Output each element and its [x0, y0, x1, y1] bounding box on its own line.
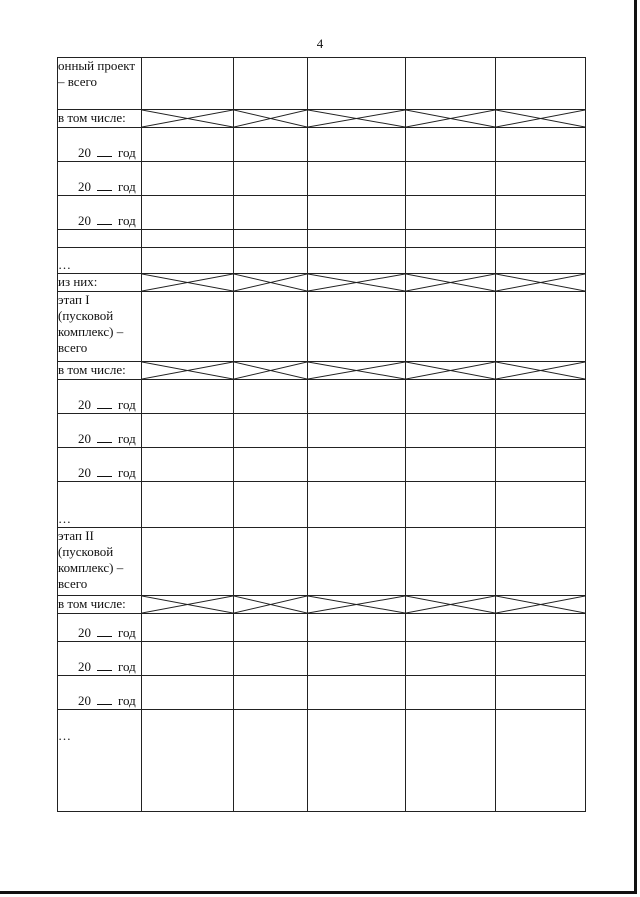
- table-row: [58, 380, 586, 414]
- table-row: [58, 128, 586, 162]
- row-label: [58, 274, 142, 292]
- data-cell: [496, 642, 586, 676]
- row-label-text: …: [58, 728, 71, 743]
- table-row: [58, 676, 586, 710]
- row-label: [58, 642, 142, 676]
- data-cell: [496, 528, 586, 596]
- data-cell: [496, 482, 586, 528]
- data-cell: [142, 196, 234, 230]
- row-label-text: …: [58, 511, 71, 526]
- data-cell: [234, 196, 308, 230]
- crossed-cell: [308, 274, 406, 292]
- data-cell: [142, 614, 234, 642]
- year-blank-line: [97, 179, 112, 191]
- data-cell: [406, 292, 496, 362]
- data-cell: [406, 482, 496, 528]
- year-blank-line: [97, 213, 112, 225]
- year-suffix: год: [118, 625, 136, 640]
- crossed-cell: [496, 110, 586, 128]
- year-prefix: 20: [78, 179, 91, 194]
- year-prefix: 20: [78, 693, 91, 708]
- row-label: [58, 58, 142, 110]
- data-cell: [406, 448, 496, 482]
- data-cell: [406, 128, 496, 162]
- data-cell: [308, 162, 406, 196]
- year-blank-line: [97, 431, 112, 443]
- row-label: [58, 362, 142, 380]
- year-blank-line: [97, 659, 112, 671]
- row-label-text: в том числе:: [58, 596, 126, 611]
- data-cell: [308, 292, 406, 362]
- row-label: [58, 448, 142, 482]
- data-cell: [142, 676, 234, 710]
- year-prefix: 20: [78, 659, 91, 674]
- data-cell: [142, 230, 234, 248]
- table-row: [58, 162, 586, 196]
- crossed-cell: [234, 274, 308, 292]
- data-cell: [496, 448, 586, 482]
- data-cell: [142, 380, 234, 414]
- year-suffix: год: [118, 213, 136, 228]
- table-row: [58, 362, 586, 380]
- row-label: [58, 710, 142, 812]
- cross-mark: [142, 362, 233, 379]
- data-cell: [308, 528, 406, 596]
- data-cell: [406, 414, 496, 448]
- crossed-cell: [496, 274, 586, 292]
- cross-mark: [496, 274, 585, 291]
- row-label: [58, 414, 142, 448]
- data-cell: [234, 128, 308, 162]
- cross-mark: [142, 596, 233, 613]
- form-table: [57, 57, 586, 812]
- crossed-cell: [406, 110, 496, 128]
- year-suffix: год: [118, 659, 136, 674]
- table-row: [58, 528, 586, 596]
- data-cell: [308, 380, 406, 414]
- data-cell: [406, 162, 496, 196]
- row-label: [58, 128, 142, 162]
- data-cell: [496, 230, 586, 248]
- table-row: [58, 614, 586, 642]
- row-label: [58, 528, 142, 596]
- row-label-text: онный проект – всего: [58, 58, 136, 89]
- data-cell: [406, 196, 496, 230]
- row-label-text: в том числе:: [58, 110, 126, 125]
- table-row: [58, 110, 586, 128]
- cross-mark: [234, 274, 307, 291]
- data-cell: [234, 248, 308, 274]
- data-cell: [308, 248, 406, 274]
- cross-mark: [142, 274, 233, 291]
- table-row: [58, 248, 586, 274]
- data-cell: [234, 614, 308, 642]
- row-label-text: …: [58, 257, 71, 272]
- data-cell: [142, 448, 234, 482]
- year-prefix: 20: [78, 397, 91, 412]
- data-cell: [234, 642, 308, 676]
- data-cell: [496, 162, 586, 196]
- data-cell: [406, 642, 496, 676]
- crossed-cell: [234, 110, 308, 128]
- row-label-text: в том числе:: [58, 362, 126, 377]
- data-cell: [142, 642, 234, 676]
- table-row: [58, 196, 586, 230]
- data-cell: [406, 230, 496, 248]
- data-cell: [496, 248, 586, 274]
- data-cell: [308, 710, 406, 812]
- cross-mark: [308, 274, 405, 291]
- row-label-text: этап I (пусковой комплекс) – всего: [58, 292, 124, 355]
- year-suffix: год: [118, 397, 136, 412]
- year-prefix: 20: [78, 465, 91, 480]
- data-cell: [496, 710, 586, 812]
- year-suffix: год: [118, 179, 136, 194]
- year-suffix: год: [118, 145, 136, 160]
- cross-mark: [496, 362, 585, 379]
- cross-mark: [308, 362, 405, 379]
- data-cell: [308, 128, 406, 162]
- data-cell: [406, 710, 496, 812]
- data-cell: [496, 414, 586, 448]
- crossed-cell: [308, 362, 406, 380]
- table-row: [58, 482, 586, 528]
- data-cell: [142, 414, 234, 448]
- crossed-cell: [234, 596, 308, 614]
- cross-mark: [406, 596, 495, 613]
- year-blank-line: [97, 693, 112, 705]
- row-label: [58, 248, 142, 274]
- data-cell: [234, 230, 308, 248]
- data-cell: [234, 414, 308, 448]
- data-cell: [496, 380, 586, 414]
- data-cell: [142, 248, 234, 274]
- row-label: [58, 110, 142, 128]
- crossed-cell: [142, 596, 234, 614]
- table-row: [58, 230, 586, 248]
- data-cell: [496, 614, 586, 642]
- year-suffix: год: [118, 431, 136, 446]
- data-cell: [406, 614, 496, 642]
- year-suffix: год: [118, 465, 136, 480]
- data-cell: [234, 482, 308, 528]
- year-prefix: 20: [78, 213, 91, 228]
- data-cell: [496, 58, 586, 110]
- data-cell: [496, 196, 586, 230]
- page-number: 4: [316, 36, 324, 51]
- data-cell: [234, 448, 308, 482]
- crossed-cell: [496, 362, 586, 380]
- row-label: [58, 292, 142, 362]
- cross-mark: [234, 110, 307, 127]
- data-cell: [142, 162, 234, 196]
- data-cell: [406, 380, 496, 414]
- row-label: [58, 596, 142, 614]
- data-cell: [234, 710, 308, 812]
- data-cell: [406, 248, 496, 274]
- table-row: [58, 414, 586, 448]
- row-label-text: из них:: [58, 274, 98, 289]
- row-label: [58, 162, 142, 196]
- crossed-cell: [308, 596, 406, 614]
- data-cell: [142, 58, 234, 110]
- data-cell: [234, 58, 308, 110]
- data-cell: [496, 676, 586, 710]
- cross-mark: [496, 110, 585, 127]
- table-row: [58, 58, 586, 110]
- data-cell: [142, 482, 234, 528]
- cross-mark: [406, 362, 495, 379]
- year-prefix: 20: [78, 625, 91, 640]
- crossed-cell: [142, 110, 234, 128]
- cross-mark: [406, 110, 495, 127]
- row-label: [58, 230, 142, 248]
- crossed-cell: [308, 110, 406, 128]
- data-cell: [496, 128, 586, 162]
- year-suffix: год: [118, 693, 136, 708]
- data-cell: [234, 380, 308, 414]
- year-blank-line: [97, 625, 112, 637]
- row-label: [58, 380, 142, 414]
- data-cell: [234, 162, 308, 196]
- year-blank-line: [97, 145, 112, 157]
- data-cell: [308, 448, 406, 482]
- cross-mark: [406, 274, 495, 291]
- crossed-cell: [406, 274, 496, 292]
- table-body: [58, 58, 586, 812]
- cross-mark: [308, 596, 405, 613]
- data-cell: [308, 196, 406, 230]
- data-cell: [406, 58, 496, 110]
- year-blank-line: [97, 465, 112, 477]
- data-cell: [308, 614, 406, 642]
- crossed-cell: [142, 274, 234, 292]
- data-cell: [142, 292, 234, 362]
- table-row: [58, 596, 586, 614]
- crossed-cell: [406, 362, 496, 380]
- data-cell: [142, 528, 234, 596]
- cross-mark: [142, 110, 233, 127]
- table-row: [58, 274, 586, 292]
- data-cell: [308, 642, 406, 676]
- row-label: [58, 196, 142, 230]
- data-cell: [308, 482, 406, 528]
- data-cell: [234, 528, 308, 596]
- year-blank-line: [97, 397, 112, 409]
- row-label-text: этап II (пусковой комплекс) – всего: [58, 528, 124, 591]
- data-cell: [234, 676, 308, 710]
- crossed-cell: [142, 362, 234, 380]
- row-label: [58, 676, 142, 710]
- table-row: [58, 642, 586, 676]
- crossed-cell: [234, 362, 308, 380]
- data-cell: [308, 676, 406, 710]
- year-prefix: 20: [78, 145, 91, 160]
- crossed-cell: [406, 596, 496, 614]
- table-row: [58, 292, 586, 362]
- data-cell: [234, 292, 308, 362]
- data-cell: [496, 292, 586, 362]
- data-cell: [308, 414, 406, 448]
- row-label: [58, 614, 142, 642]
- cross-mark: [234, 596, 307, 613]
- cross-mark: [496, 596, 585, 613]
- row-label: [58, 482, 142, 528]
- cross-mark: [234, 362, 307, 379]
- data-cell: [406, 676, 496, 710]
- crossed-cell: [496, 596, 586, 614]
- year-prefix: 20: [78, 431, 91, 446]
- table-row: [58, 448, 586, 482]
- cross-mark: [308, 110, 405, 127]
- table-row: [58, 710, 586, 812]
- data-cell: [142, 710, 234, 812]
- data-cell: [308, 230, 406, 248]
- data-cell: [142, 128, 234, 162]
- data-cell: [308, 58, 406, 110]
- data-cell: [406, 528, 496, 596]
